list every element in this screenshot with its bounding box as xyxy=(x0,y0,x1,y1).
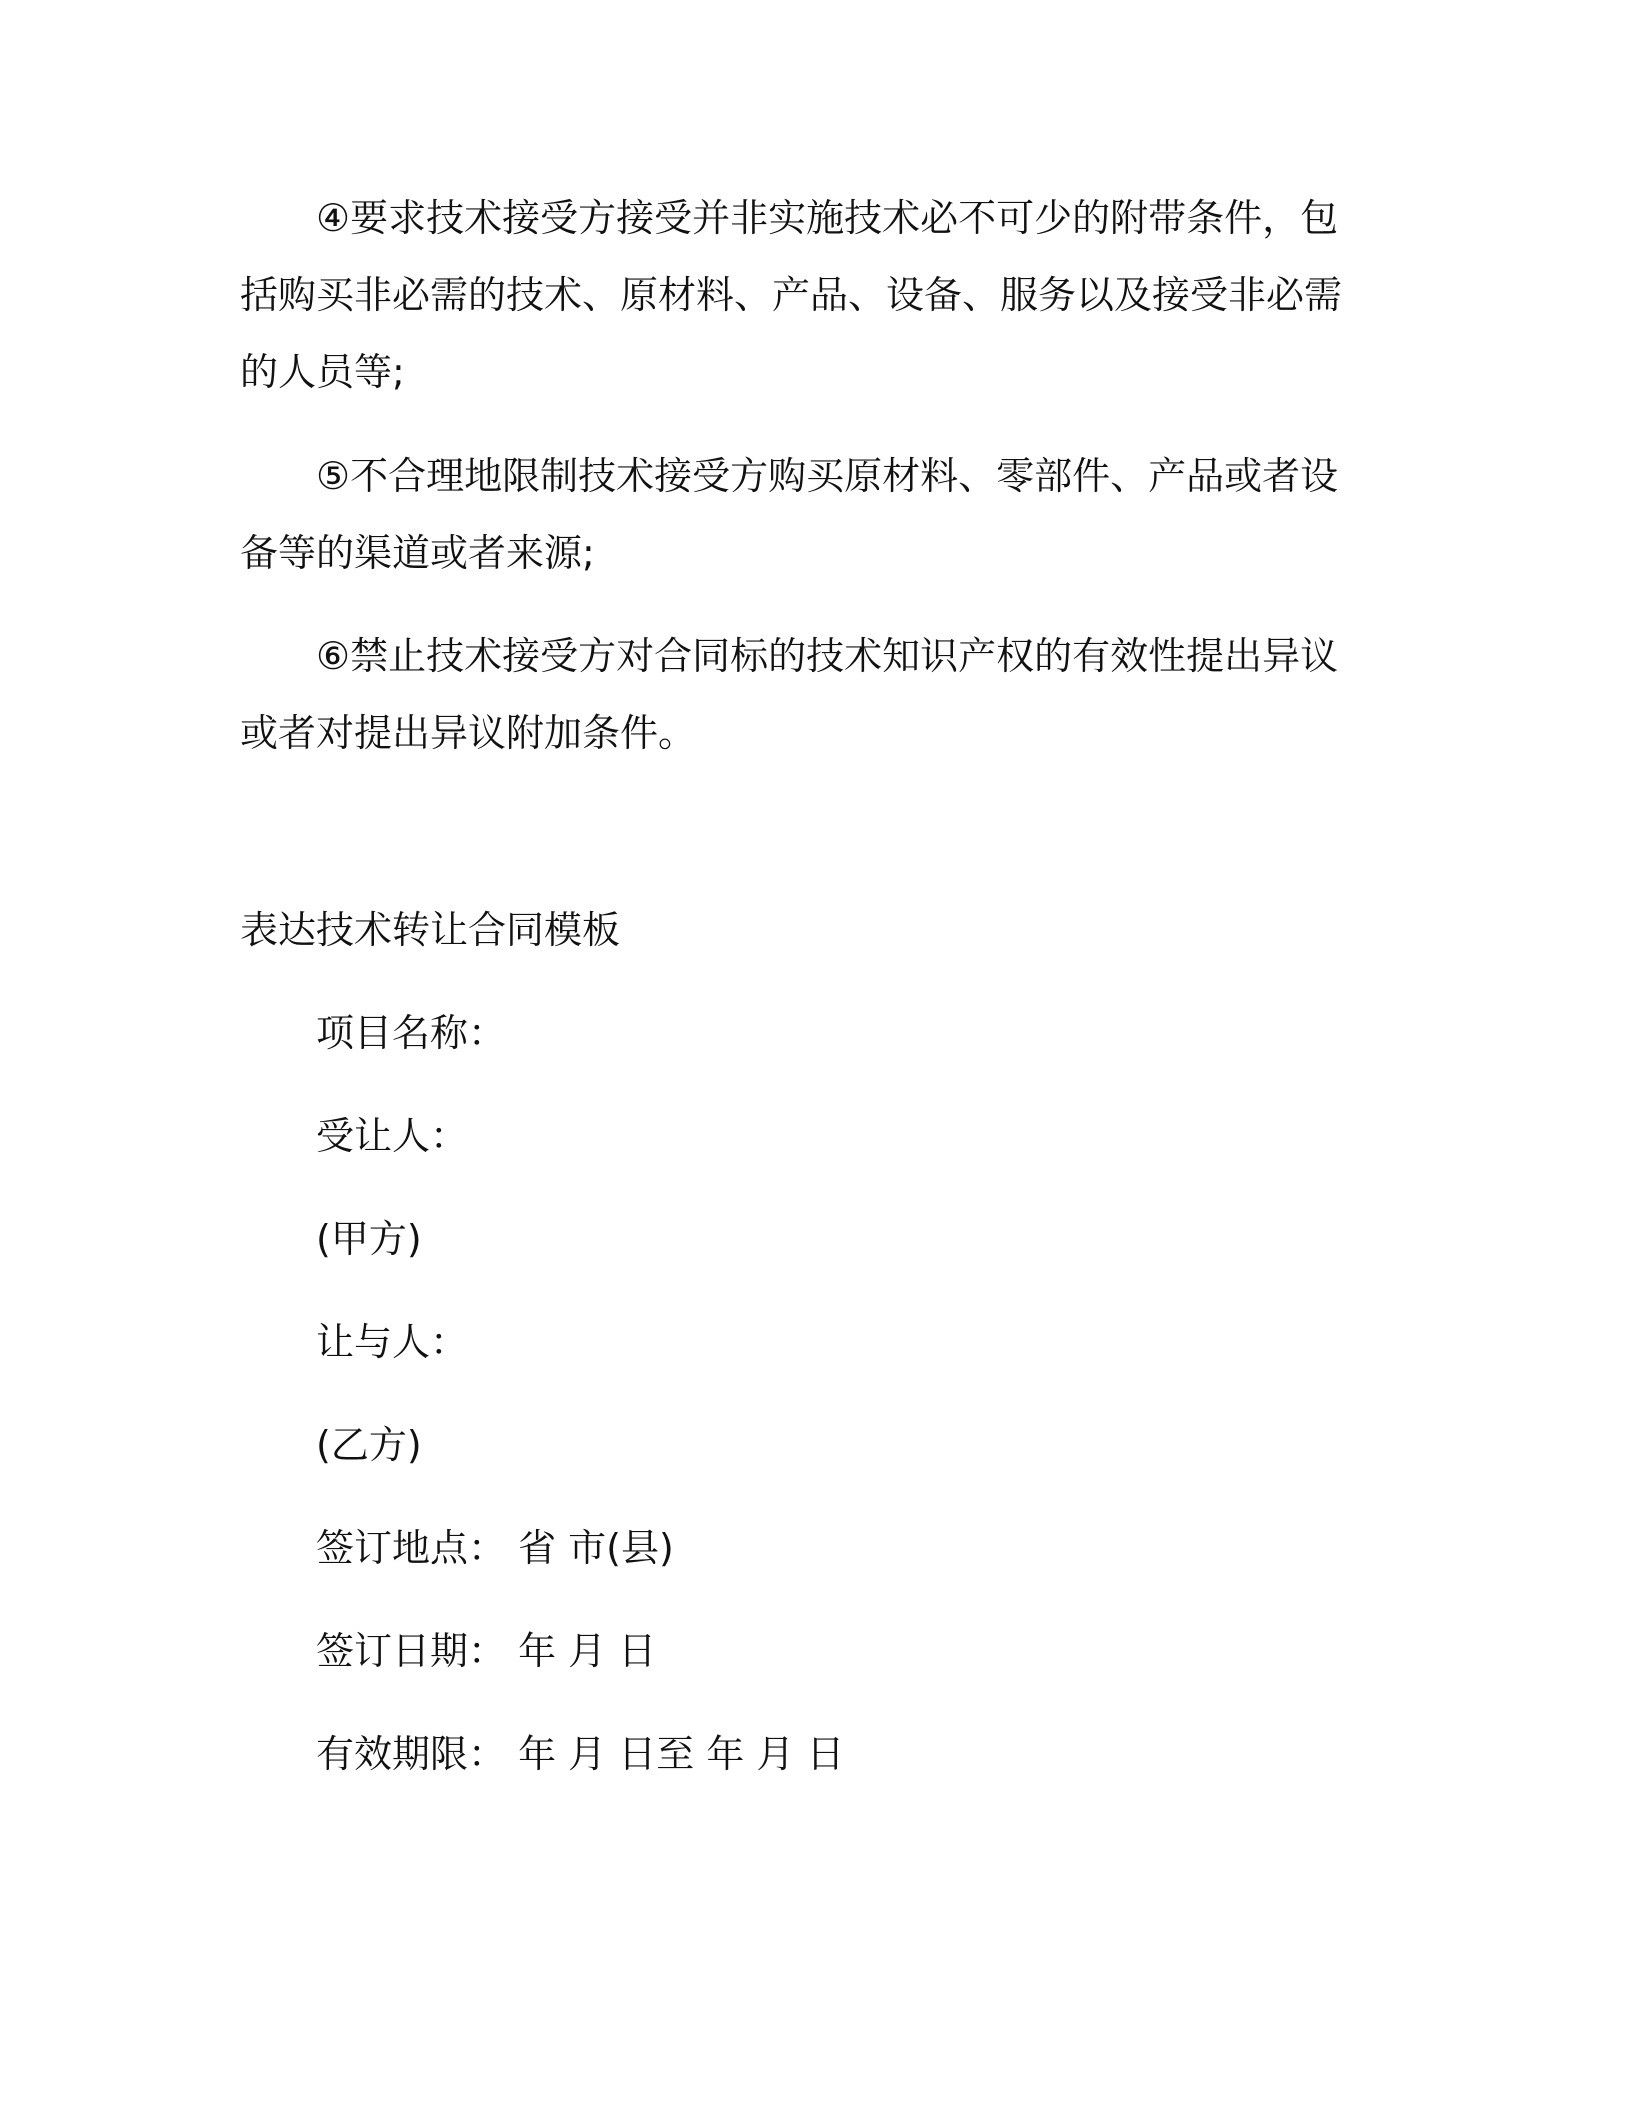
clause-4-paragraph: ④要求技术接受方接受并非实施技术必不可少的附带条件，包括购买非必需的技术、原材料、产品、设备、服务以及接受非必需的人员等; xyxy=(240,196,1343,394)
transferor-field: 让与人： xyxy=(316,1320,469,1364)
transferee-field: 受让人： xyxy=(316,1114,469,1158)
party-a-label: (甲方) xyxy=(316,1217,422,1261)
project-name-field: 项目名称： xyxy=(316,1011,507,1055)
template-title: 表达技术转让合同模板 xyxy=(240,908,621,952)
clause-5-paragraph: ⑤不合理地限制技术接受方购买原材料、零部件、产品或者设备等的渠道或者来源; xyxy=(240,454,1339,575)
signing-place-field: 签订地点： 省 市(县) xyxy=(316,1526,674,1570)
party-b-label: (乙方) xyxy=(316,1423,422,1467)
clause-6-paragraph: ⑥禁止技术接受方对合同标的技术知识产权的有效性提出异议或者对提出异议附加条件。 xyxy=(240,634,1339,755)
signing-date-field: 签订日期： 年 月 日 xyxy=(316,1629,657,1673)
validity-period-field: 有效期限： 年 月 日至 年 月 日 xyxy=(316,1732,845,1776)
